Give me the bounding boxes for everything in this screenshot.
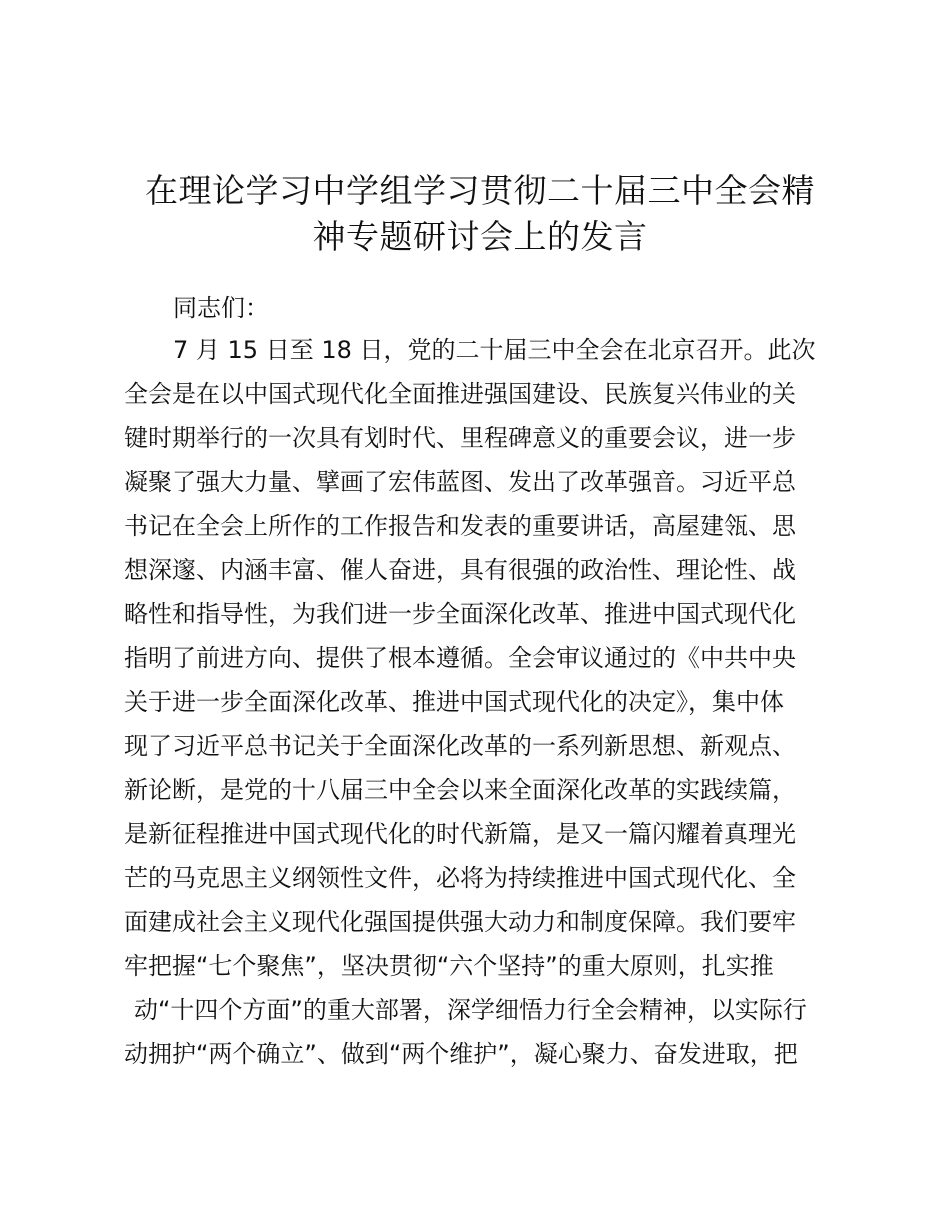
body-line-9: 关于进一步全面深化改革、推进中国式现代化的决定》，集中体: [124, 688, 784, 716]
body-line-2: 全会是在以中国式现代化全面推进强国建设、民族复兴伟业的关: [124, 380, 796, 408]
body-line-1: 7 月 15 日至 18 日，党的二十届三中全会在北京召开。此次: [173, 336, 816, 364]
body-line-10: 现了习近平总书记关于全面深化改革的一系列新思想、新观点、: [124, 732, 796, 760]
title-line-1: 在理论学习中学组学习贯彻二十届三中全会精: [145, 171, 815, 210]
body-line-11: 新论断，是党的十八届三中全会以来全面深化改革的实践续篇，: [124, 776, 796, 804]
body-line-6: 想深邃、内涵丰富、催人奋进，具有很强的政治性、理论性、战: [124, 556, 796, 584]
title-line-2: 神专题研讨会上的发言: [312, 217, 648, 256]
body-line-3: 键时期举行的一次具有划时代、里程碑意义的重要会议，进一步: [124, 424, 796, 452]
body-line-14: 面建成社会主义现代化强国提供强大动力和制度保障。我们要牢: [124, 908, 796, 936]
document-title: [120, 168, 840, 260]
body-line-4: 凝聚了强大力量、擘画了宏伟蓝图、发出了改革强音。习近平总: [124, 468, 796, 496]
salutation: 同志们：: [173, 294, 269, 322]
body-line-13: 芒的马克思主义纲领性文件，必将为持续推进中国式现代化、全: [124, 864, 796, 892]
body-line-16: 动“十四个方面”的重大部署，深学细悟力行全会精神，以实际行: [134, 996, 807, 1024]
body-line-8: 指明了前进方向、提供了根本遵循。全会审议通过的《中共中央: [124, 644, 796, 672]
body-line-15: 牢把握“七个聚焦”，坚决贯彻“六个坚持”的重大原则，扎实推: [124, 952, 774, 980]
body-paragraph: [124, 328, 826, 1076]
body-line-17: 动拥护“两个确立”、做到“两个维护”，凝心聚力、奋发进取，把: [124, 1040, 798, 1068]
body-line-5: 书记在全会上所作的工作报告和发表的重要讲话，高屋建瓴、思: [124, 512, 796, 540]
body-line-7: 略性和指导性，为我们进一步全面深化改革、推进中国式现代化: [124, 600, 796, 628]
body-line-12: 是新征程推进中国式现代化的时代新篇，是又一篇闪耀着真理光: [124, 820, 796, 848]
